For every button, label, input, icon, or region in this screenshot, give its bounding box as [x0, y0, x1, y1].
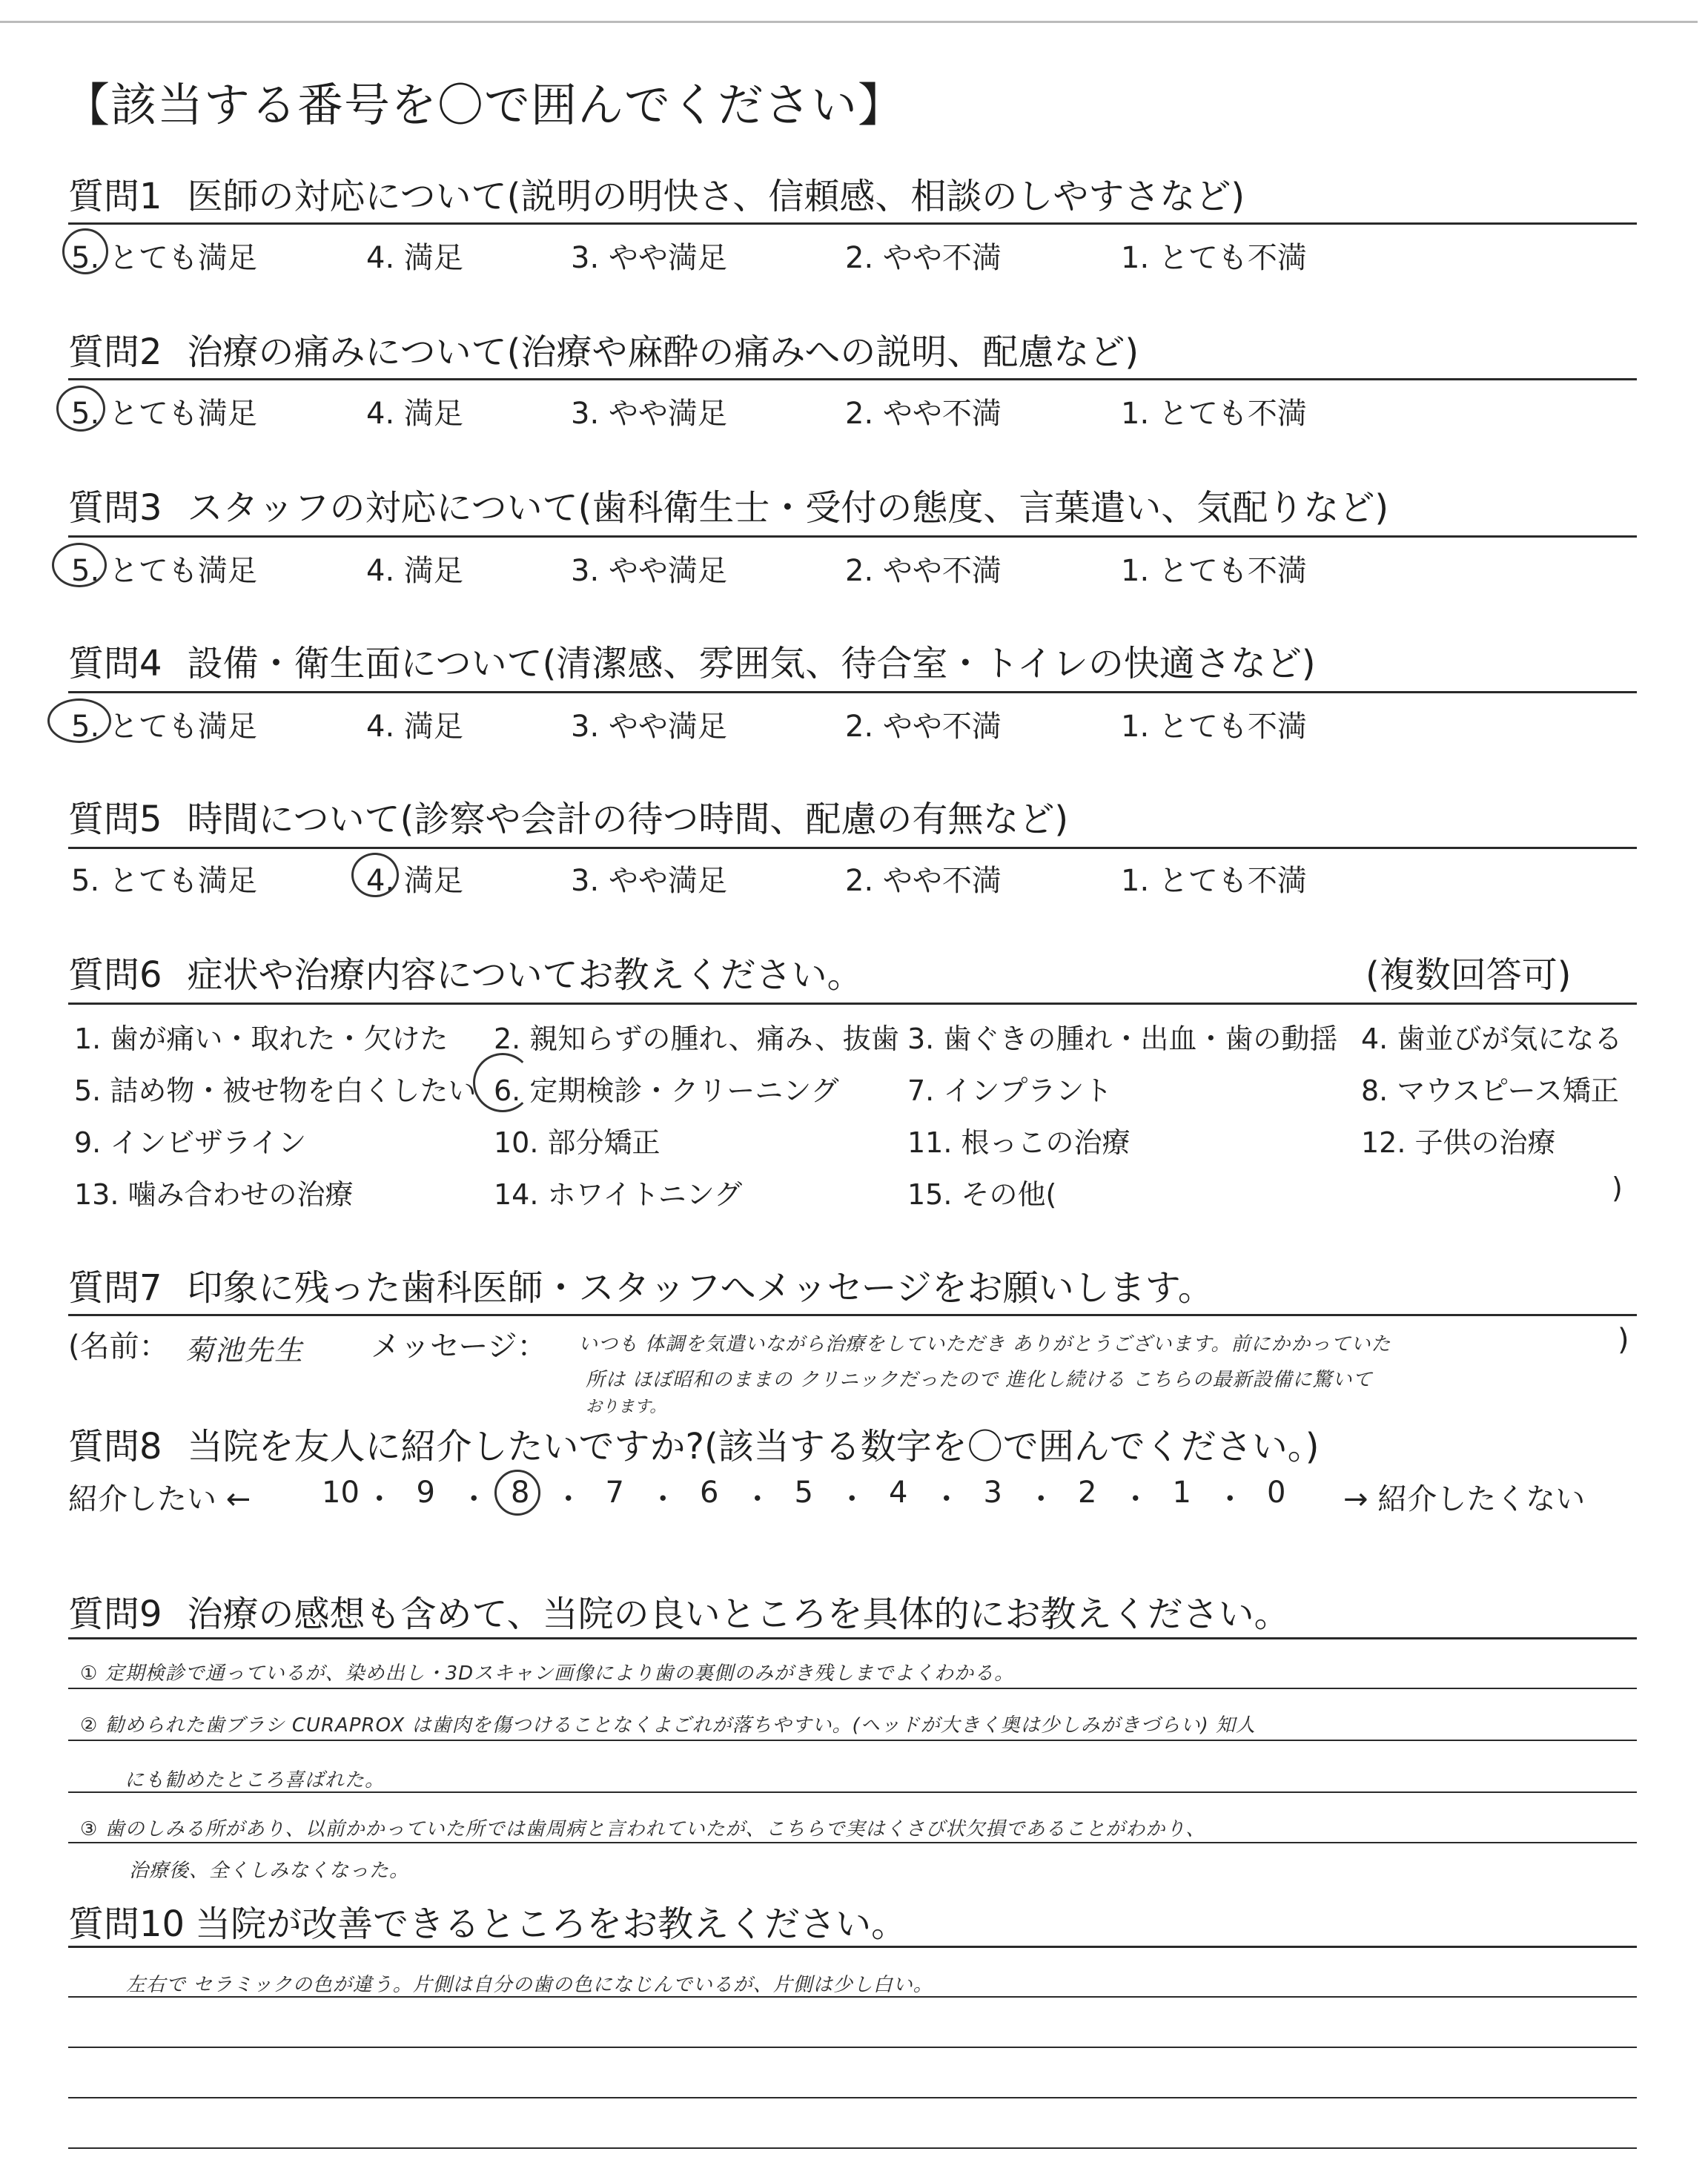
scale-selected-circle: [494, 1470, 540, 1516]
scale-number-5[interactable]: 5: [794, 1476, 813, 1510]
q6-option-15[interactable]: 15. その他(: [907, 1178, 1057, 1211]
question-label: 質問7: [68, 1267, 162, 1309]
question-10-title: [68, 1895, 907, 1946]
scale-number-2[interactable]: 2: [1078, 1476, 1097, 1510]
question-2-rule: [68, 378, 1637, 380]
q3-selected-circle: [52, 543, 107, 587]
q2-option-1[interactable]: 1. とても不満: [1121, 397, 1307, 431]
question-10-rule: [68, 1946, 1637, 1948]
question-text: 印象に残った歯科医師・スタッフへメッセージをお願いします。: [187, 1267, 1214, 1309]
q6-option-11[interactable]: 11. 根っこの治療: [907, 1126, 1131, 1159]
q6-option-5[interactable]: 5. 詰め物・被せ物を白くしたい: [74, 1074, 477, 1107]
question-8-title: [68, 1418, 1319, 1469]
recommend-left-label: 紹介したい ←: [68, 1482, 251, 1516]
q6-other-close-paren: ): [1612, 1172, 1623, 1204]
scale-separator: ・: [931, 1482, 961, 1516]
q1-selected-circle: [62, 228, 108, 274]
scale-number-3[interactable]: 3: [983, 1476, 1002, 1510]
scale-separator: ・: [1026, 1482, 1056, 1516]
handwritten-message-line-2[interactable]: 所は ほぼ昭和のままの クリニックだったので 進化し続ける こちらの最新設備に驚いて: [586, 1369, 1373, 1391]
scale-separator: ・: [459, 1482, 489, 1516]
q3-option-2[interactable]: 2. やや不満: [845, 554, 1002, 588]
question-label: 質問1: [68, 176, 162, 217]
q9-line-2[interactable]: ② 勧められた歯ブラシ CURAPROX は歯肉を傷つけることなくよごれが落ちやすい。(ヘッドが大きく奥は少しみがきづらい) 知人: [80, 1714, 1257, 1737]
scale-number-8[interactable]: 8: [511, 1476, 530, 1510]
question-text: 治療の感想も含めて、当院の良いところを具体的にお教えください。: [187, 1593, 1290, 1635]
scale-separator: ・: [1120, 1482, 1151, 1516]
q6-option-1[interactable]: 1. 歯が痛い・取れた・欠けた: [74, 1023, 448, 1055]
question-text: 症状や治療内容についてお教えください。: [187, 954, 863, 996]
scale-separator: ・: [553, 1482, 583, 1516]
scale-number-1[interactable]: 1: [1172, 1476, 1191, 1510]
question-label: 質問6: [68, 954, 162, 996]
q5-option-3[interactable]: 3. やや満足: [571, 864, 727, 898]
question-7-rule: [68, 1314, 1637, 1316]
question-1-title: [68, 168, 1245, 219]
q4-option-2[interactable]: 2. やや不満: [845, 710, 1002, 744]
q10-writing-line-2: [68, 2047, 1637, 2048]
page-heading: 【該当する番号を〇で囲んでください】: [64, 78, 905, 132]
question-4-rule: [68, 691, 1637, 693]
question-label: 質問3: [68, 487, 162, 529]
question-6-rule: [68, 1003, 1637, 1005]
question-label: 質問8: [68, 1426, 162, 1467]
q10-writing-line-3: [68, 2097, 1637, 2098]
q6-option-7[interactable]: 7. インプラント: [907, 1074, 1113, 1107]
scale-number-10[interactable]: 10: [322, 1476, 360, 1510]
q2-option-2[interactable]: 2. やや不満: [845, 397, 1002, 431]
question-6-title: [68, 946, 863, 997]
q5-option-4[interactable]: 4. 満足: [366, 864, 463, 898]
q9-writing-line-1: [68, 1688, 1637, 1689]
q5-option-1[interactable]: 1. とても不満: [1121, 864, 1307, 898]
scale-separator: ・: [837, 1482, 867, 1516]
q2-option-4[interactable]: 4. 満足: [366, 397, 463, 431]
question-9-title: [68, 1585, 1290, 1636]
q1-option-3[interactable]: 3. やや満足: [571, 241, 727, 275]
q10-line-1[interactable]: 左右で セラミックの色が違う。片側は自分の歯の色になじんでいるが、片側は少し白い。: [126, 1974, 933, 1996]
q6-option-8[interactable]: 8. マウスピース矯正: [1361, 1074, 1619, 1107]
q6-selected-circle: [473, 1053, 532, 1112]
q10-writing-line-4: [68, 2147, 1637, 2149]
question-4-title: [68, 635, 1316, 686]
question-label: 質問10: [68, 1903, 185, 1945]
q6-option-4[interactable]: 4. 歯並びが気になる: [1361, 1023, 1623, 1055]
q9-writing-line-2: [68, 1740, 1637, 1741]
scale-number-0[interactable]: 0: [1267, 1476, 1286, 1510]
scale-number-9[interactable]: 9: [416, 1476, 435, 1510]
question-text: 医師の対応について(説明の明快さ、信頼感、相談のしやすさなど): [187, 176, 1245, 217]
question-text: 治療の痛みについて(治療や麻酔の痛みへの説明、配慮など): [187, 331, 1139, 373]
question-2-title: [68, 323, 1139, 374]
q3-option-1[interactable]: 1. とても不満: [1121, 554, 1307, 588]
q4-option-1[interactable]: 1. とても不満: [1121, 710, 1307, 744]
scale-separator: ・: [1215, 1482, 1245, 1516]
q6-option-2[interactable]: 2. 親知らずの腫れ、痛み、抜歯: [494, 1023, 899, 1055]
question-7-title: [68, 1259, 1214, 1310]
q5-selected-circle: [351, 853, 399, 897]
q1-option-4[interactable]: 4. 満足: [366, 241, 463, 275]
q5-option-5[interactable]: 5. とても満足: [71, 864, 257, 898]
q4-option-4[interactable]: 4. 満足: [366, 710, 463, 744]
question-1-rule: [68, 222, 1637, 225]
q9-line-1[interactable]: ① 定期検診で通っているが、染め出し・3Dスキャン画像により歯の裏側のみがき残しまでよくわかる。: [80, 1662, 1015, 1685]
scale-separator: ・: [742, 1482, 772, 1516]
q6-option-10[interactable]: 10. 部分矯正: [494, 1126, 661, 1159]
q6-option-6[interactable]: 6. 定期検診・クリーニング: [494, 1074, 839, 1107]
q6-option-13[interactable]: 13. 噛み合わせの治療: [74, 1178, 354, 1211]
scale-number-6[interactable]: 6: [700, 1476, 719, 1510]
question-text: 設備・衛生面について(清潔感、雰囲気、待合室・トイレの快適さなど): [187, 643, 1316, 684]
q3-option-4[interactable]: 4. 満足: [366, 554, 463, 588]
question-3-rule: [68, 535, 1637, 538]
handwritten-message-line-3[interactable]: おります。: [586, 1398, 666, 1416]
message-label: メッセージ：: [371, 1330, 547, 1364]
q4-selected-circle: [47, 698, 111, 743]
scale-separator: ・: [364, 1482, 394, 1516]
q1-option-5[interactable]: 5. とても満足: [71, 241, 257, 275]
q6-option-3[interactable]: 3. 歯ぐきの腫れ・出血・歯の動揺: [907, 1023, 1338, 1055]
question-label: 質問5: [68, 799, 162, 840]
q3-option-5[interactable]: 5. とても満足: [71, 554, 257, 588]
question-text: 当院を友人に紹介したいですか?(該当する数字を〇で囲んでください。): [187, 1426, 1320, 1467]
q3-option-3[interactable]: 3. やや満足: [571, 554, 727, 588]
scale-separator: ・: [648, 1482, 678, 1516]
question-3-title: [68, 479, 1388, 530]
name-label: (名前：: [68, 1330, 169, 1364]
question-label: 質問2: [68, 331, 162, 373]
question-text: スタッフの対応について(歯科衛生士・受付の態度、言葉遣い、気配りなど): [187, 487, 1389, 529]
q2-selected-circle: [56, 386, 105, 432]
q9-writing-line-3: [68, 1791, 1637, 1793]
q10-writing-line-1: [68, 1996, 1637, 1998]
scale-number-7[interactable]: 7: [605, 1476, 624, 1510]
question-text: 時間について(診察や会計の待つ時間、配慮の有無など): [187, 799, 1069, 840]
q1-option-1[interactable]: 1. とても不満: [1121, 241, 1307, 275]
handwritten-message-line-1[interactable]: いつも 体調を気遣いながら治療をしていただき ありがとうございます。前にかかっていた: [578, 1333, 1391, 1355]
q9-line-5[interactable]: 治療後、全くしみなくなった。: [129, 1860, 410, 1882]
question-label: 質問4: [68, 643, 162, 684]
q6-option-14[interactable]: 14. ホワイトニング: [494, 1178, 743, 1211]
question-label: 質問9: [68, 1593, 162, 1635]
handwritten-name[interactable]: 菊池先生: [185, 1334, 305, 1367]
message-close-paren: ): [1618, 1323, 1629, 1357]
question-5-rule: [68, 847, 1637, 849]
question-9-rule: [68, 1637, 1637, 1639]
q6-option-9[interactable]: 9. インビザライン: [74, 1126, 307, 1159]
q6-option-12[interactable]: 12. 子供の治療: [1361, 1126, 1556, 1159]
scale-number-4[interactable]: 4: [889, 1476, 908, 1510]
recommend-right-label: → 紹介したくない: [1343, 1482, 1586, 1516]
question-text: 当院が改善できるところをお教えください。: [195, 1903, 907, 1945]
q9-writing-line-4: [68, 1842, 1637, 1843]
q4-option-5[interactable]: 5. とても満足: [71, 710, 257, 744]
multiple-answers-note: (複数回答可): [1366, 954, 1572, 996]
q2-option-3[interactable]: 3. やや満足: [571, 397, 727, 431]
q5-option-2[interactable]: 2. やや不満: [845, 864, 1002, 898]
q9-line-4[interactable]: ③ 歯のしみる所があり、以前かかっていた所では歯周病と言われていたが、こちらで実はくさび状欠損であることがわかり、: [80, 1818, 1206, 1840]
question-5-title: [68, 790, 1068, 842]
q1-option-2[interactable]: 2. やや不満: [845, 241, 1002, 275]
q2-option-5[interactable]: 5. とても満足: [71, 397, 257, 431]
q9-line-3[interactable]: にも勧めたところ喜ばれた。: [125, 1769, 385, 1791]
scan-top-edge: [0, 21, 1698, 23]
q4-option-3[interactable]: 3. やや満足: [571, 710, 727, 744]
